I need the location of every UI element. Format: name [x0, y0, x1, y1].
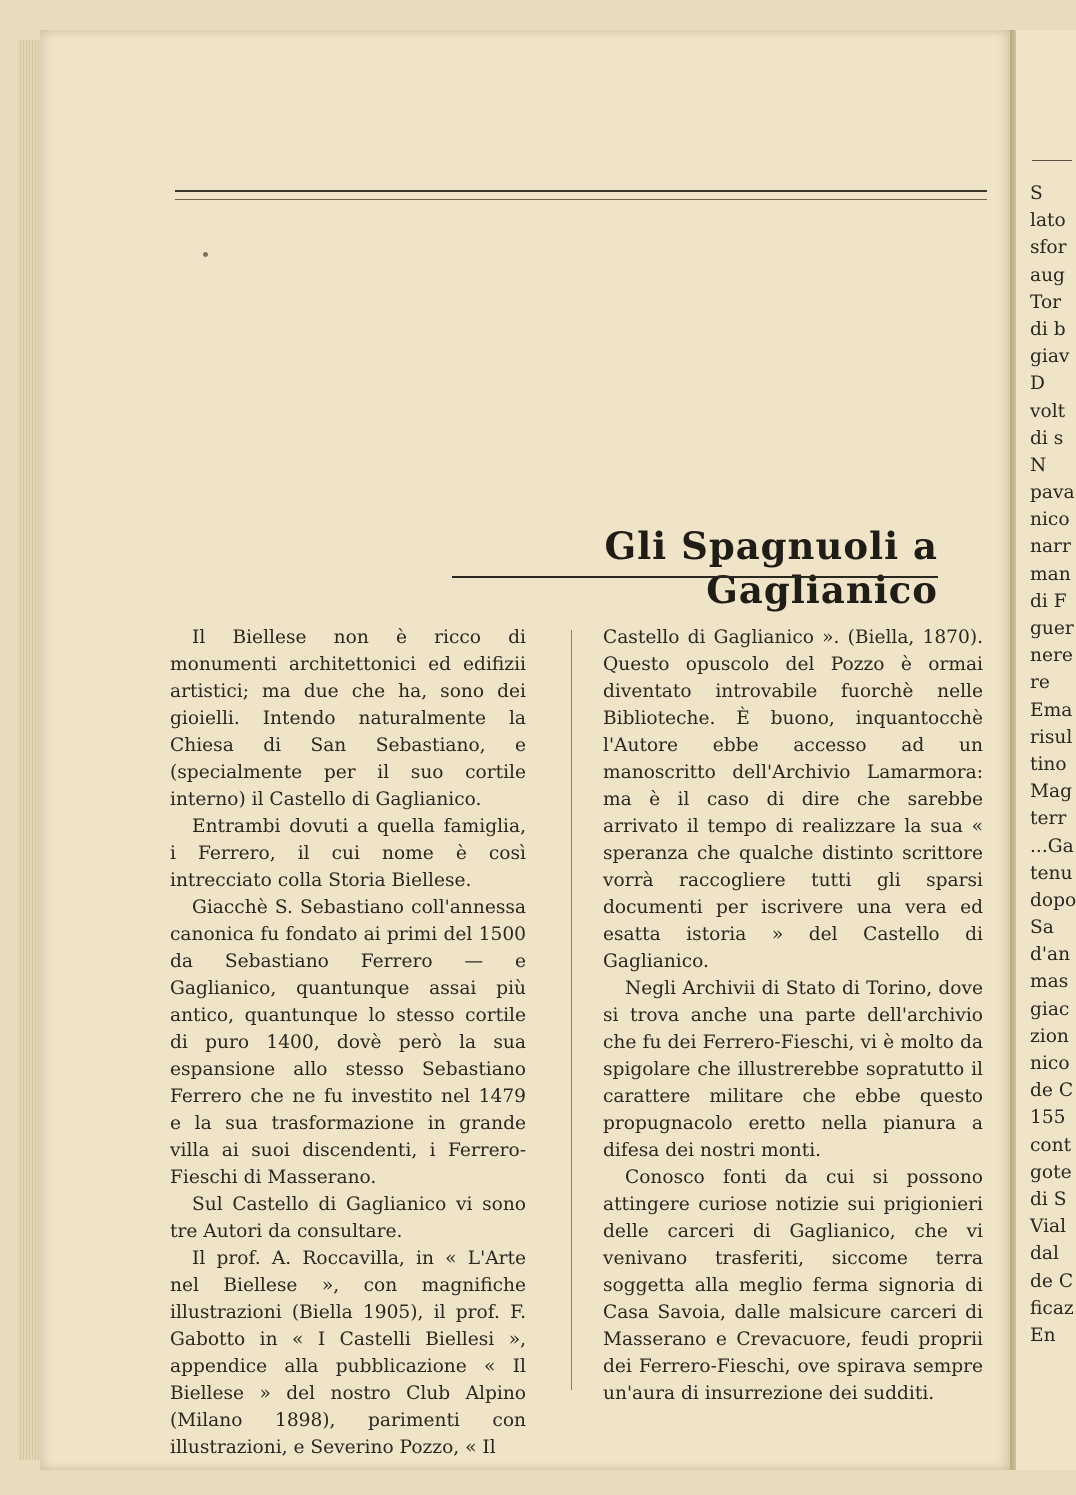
paragraph: Il prof. A. Roccavilla, in « L'Arte nel Biellese », con magnifiche illustrazioni (Biella 1905), il prof. F. Gabotto in « I Castelli Biellesi », appendice alla pubblicazione « Il Biellese » del nostro Club Alpino (Milano 1898), parimenti con illustrazioni, e Severino Pozzo, « Il: [170, 1248, 526, 1458]
facing-page-line: di s: [1030, 427, 1064, 449]
facing-page-line: de C: [1030, 1080, 1074, 1102]
facing-page-line: di b: [1030, 318, 1066, 340]
facing-page-text: [1030, 180, 1076, 1349]
article-title: Gli Spagnuoli a Gaglianico: [604, 524, 938, 612]
header-rule: [175, 190, 987, 192]
facing-page-line: d'an: [1030, 944, 1071, 966]
page-stack-edge: [18, 40, 40, 1460]
facing-page-line: giav: [1030, 346, 1070, 368]
facing-page-line: ficaz: [1030, 1297, 1074, 1319]
paragraph: Giacchè S. Sebastiano coll'annessa canonica fu fondato ai primi del 1500 da Sebastiano Ferrero — e Gaglianico, quantunque assai più antico, quantunque lo stesso cortile di puro 1400, dovè però la sua espansione allo stesso Sebastiano Ferrero che ne fu investito nel 1479 e la sua trasformazione in grande villa ai suoi discendenti, i Ferrero-Fieschi di Masserano.: [170, 897, 526, 1188]
facing-page-line: risul: [1030, 726, 1073, 748]
facing-page-line: S: [1030, 183, 1043, 204]
paragraph: Conosco fonti da cui si possono attingere curiose notizie sui prigionieri delle carceri di Gaglianico, che vi venivano trasferiti, siccome terra soggetta alla meglio ferma signoria di Casa Savoia, dalle malsicure carceri di Masserano e Crevacuore, feudi proprii dei Ferrero-Fieschi, ove spirava sempre un'aura di insurrezione dei sudditi.: [603, 1167, 983, 1404]
facing-page-line: re: [1030, 672, 1050, 694]
header-rule-thin: [175, 199, 987, 200]
right-column: [603, 624, 983, 1407]
facing-page-line: narr: [1030, 536, 1071, 558]
facing-page-line: Vial: [1030, 1216, 1067, 1238]
facing-page-line: Mag: [1030, 781, 1073, 803]
facing-page-line: N: [1030, 454, 1047, 476]
facing-page-line: nico: [1030, 509, 1070, 531]
facing-page-line: dopo: [1030, 889, 1076, 911]
facing-page-line: zion: [1030, 1025, 1069, 1047]
facing-page-line: di S: [1030, 1188, 1067, 1210]
facing-page-line: aug: [1030, 264, 1065, 286]
facing-page-line: lato: [1030, 210, 1066, 232]
paragraph: Il Biellese non è ricco di monumenti architettonici ed edifizii artistici; ma due che ha, sono dei gioielli. Intendo naturalmente la Chiesa di San Sebastiano, e (specialmente per il suo cortile interno) il Castello di Gaglianico.: [170, 627, 526, 810]
paragraph: Negli Archivii di Stato di Torino, dove si trova anche una parte dell'archivio che fu dei Ferrero-Fieschi, vi è molto da spigolare che illustrerebbe sopratutto il carattere militare che ebbe questo propugnacolo eretto nella pianura a difesa dei nostri monti.: [603, 978, 983, 1161]
ink-spot: [203, 252, 208, 257]
facing-page-line: ...Ga: [1030, 835, 1074, 857]
facing-page-line: de C: [1030, 1270, 1074, 1292]
facing-page-line: Sa: [1030, 917, 1054, 939]
facing-page-line: terr: [1030, 808, 1067, 830]
facing-page-line: nere: [1030, 645, 1073, 667]
facing-page-line: di F: [1030, 590, 1067, 612]
facing-page-line: man: [1030, 563, 1071, 585]
facing-page-line: gote: [1030, 1161, 1072, 1183]
facing-page-line: guer: [1030, 618, 1074, 639]
left-column: [170, 624, 526, 1461]
facing-page-line: nico: [1030, 1053, 1070, 1074]
facing-page-line: Ema: [1030, 699, 1073, 721]
paragraph: Castello di Gaglianico ». (Biella, 1870). Questo opuscolo del Pozzo è ormai diventato introvabile fuorchè nelle Biblioteche. È buono, inquantocchè l'Autore ebbe accesso ad un manoscritto dell'Archivio Lamarmora: ma è il caso di dire che sarebbe arrivato il tempo di realizzare la sua « speranza che qualche distinto scrittore vorrà raccogliere tutti gli sparsi documenti per iscrivere una vera ed esatta istoria » del Castello di Gaglianico.: [603, 627, 983, 972]
facing-page-line: tenu: [1030, 862, 1073, 884]
facing-page-line: Tor: [1030, 291, 1062, 313]
facing-page-line: 155: [1030, 1107, 1066, 1129]
facing-page-line: tino: [1030, 753, 1067, 775]
facing-page-line: giac: [1030, 998, 1070, 1020]
facing-page-line: cont: [1030, 1134, 1072, 1156]
facing-page-line: pava: [1030, 482, 1075, 504]
facing-page-line: dal: [1030, 1243, 1059, 1265]
facing-page-line: sfor: [1030, 237, 1067, 259]
facing-page-line: En: [1030, 1324, 1056, 1346]
paragraph: Entrambi dovuti a quella famiglia, i Ferrero, il cui nome è così intrecciato colla Storia Biellese.: [170, 816, 526, 891]
facing-page-line: volt: [1030, 400, 1066, 422]
facing-page-line: mas: [1030, 971, 1069, 993]
paragraph: Sul Castello di Gaglianico vi sono tre Autori da consultare.: [170, 1194, 526, 1242]
facing-page-line: D: [1030, 373, 1045, 395]
facing-page-rule: [1032, 160, 1072, 161]
title-underline: [452, 576, 938, 578]
column-separator: [571, 630, 572, 1390]
